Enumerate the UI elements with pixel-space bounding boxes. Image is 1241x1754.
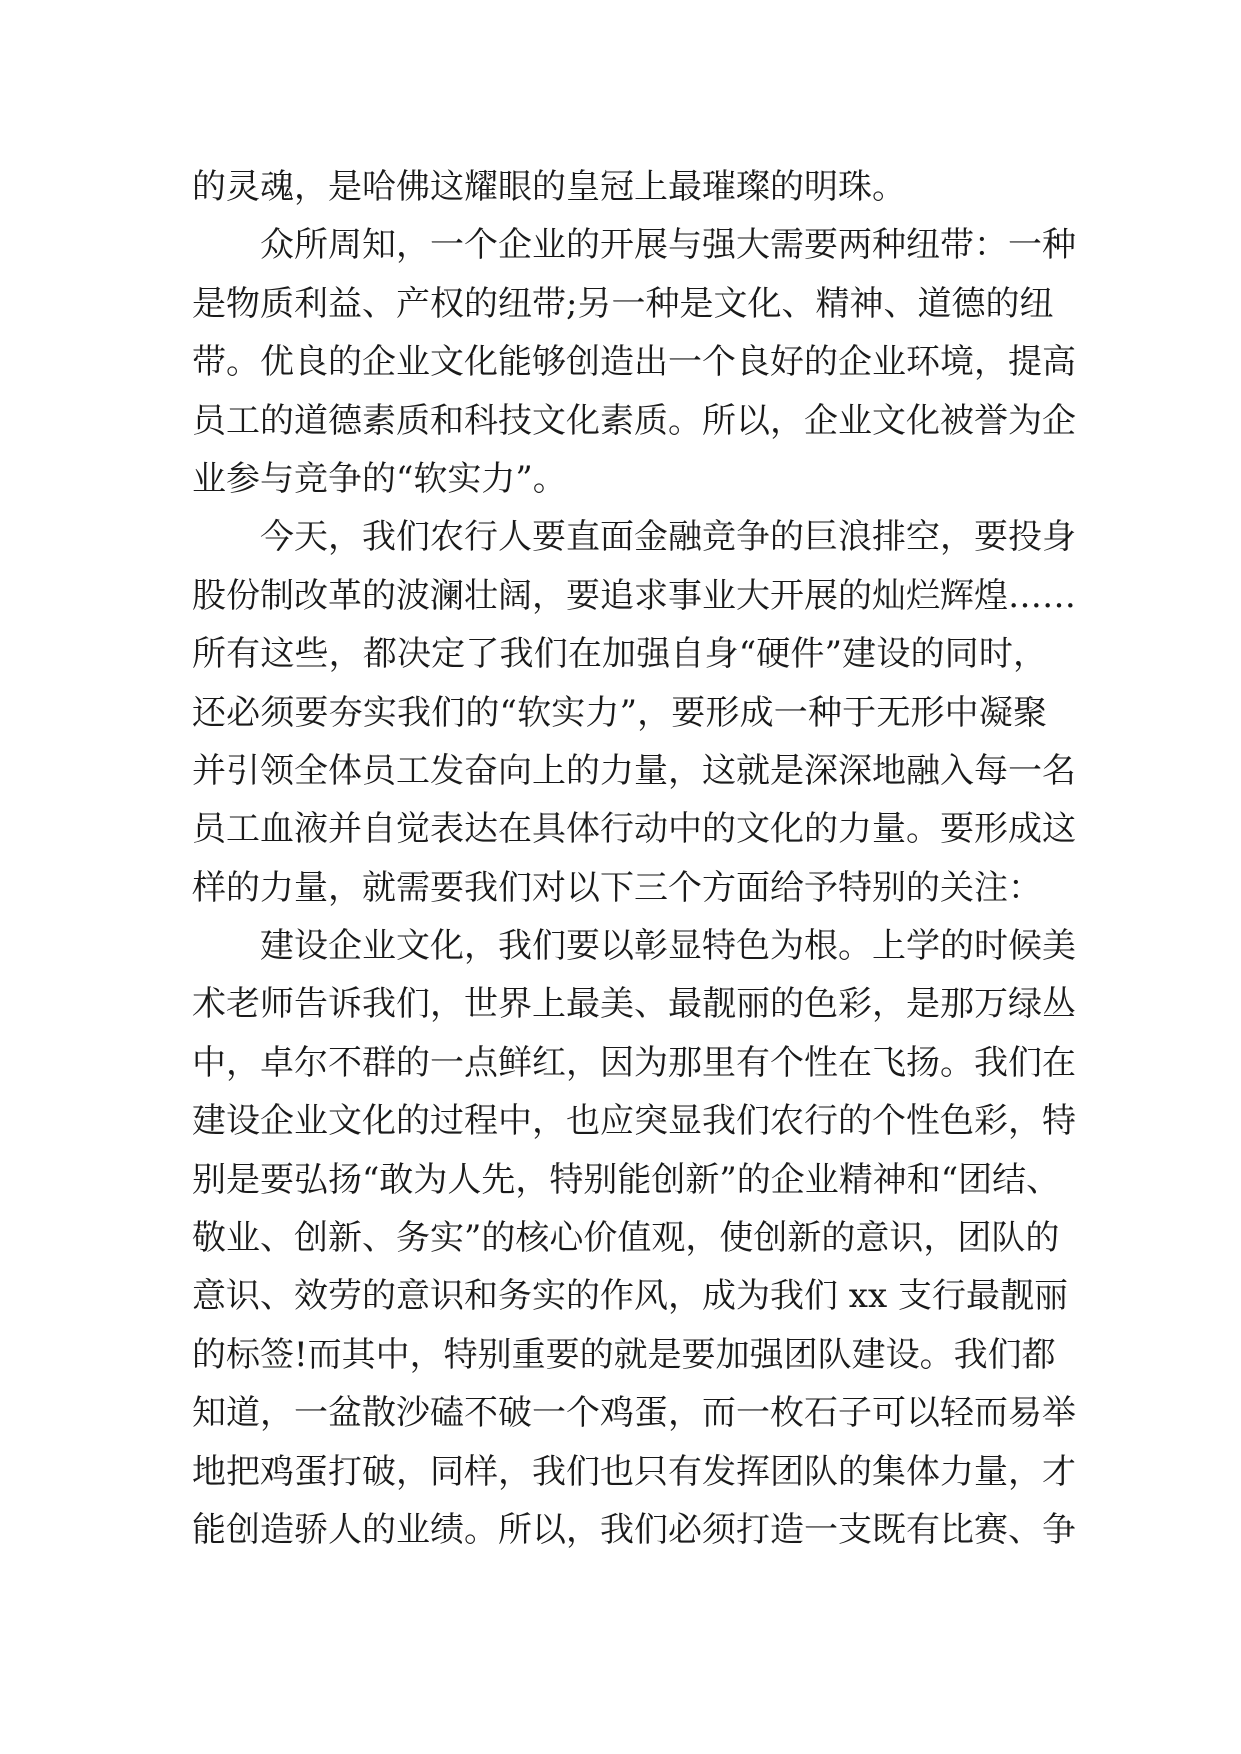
text-line: 知道，一盆散沙磕不破一个鸡蛋，而一枚石子可以轻而易举 [192,1393,1076,1434]
text-line: 意识、效劳的意识和务实的作风，成为我们 xx 支行最靓丽 [192,1276,1068,1317]
paragraph-start-line: 建设企业文化，我们要以彰显特色为根。上学的时候美 [260,926,1076,967]
text-line: 敬业、创新、务实”的核心价值观，使创新的意识，团队的 [192,1218,1060,1259]
text-line: 样的力量，就需要我们对以下三个方面给予特别的关注： [192,867,1042,908]
paragraph-start-line: 今天，我们农行人要直面金融竞争的巨浪排空，要投身 [260,517,1076,558]
text-line: 建设企业文化的过程中，也应突显我们农行的个性色彩，特 [192,1101,1076,1142]
text-line: 并引领全体员工发奋向上的力量，这就是深深地融入每一名 [192,750,1076,791]
text-line: 的灵魂，是哈佛这耀眼的皇冠上最璀璨的明珠。 [192,167,906,207]
text-line: 的标签!而其中，特别重要的就是要加强团队建设。我们都 [192,1334,1056,1375]
text-line: 还必须要夯实我们的“软实力”，要形成一种于无形中凝聚 [192,692,1047,733]
body-text [192,158,1076,1559]
text-line: 所有这些，都决定了我们在加强自身“硬件”建设的同时， [192,634,1047,675]
text-line: 股份制改革的波澜壮阔，要追求事业大开展的灿烂辉煌…… [192,575,1076,616]
text-line: 员工的道德素质和科技文化素质。所以，企业文化被誉为企 [192,400,1076,441]
text-line: 是物质利益、产权的纽带;另一种是文化、精神、道德的纽 [192,283,1054,324]
text-line: 术老师告诉我们，世界上最美、最靓丽的色彩，是那万绿丛 [192,984,1076,1025]
text-line: 员工血液并自觉表达在具体行动中的文化的力量。要形成这 [192,809,1076,850]
text-line: 别是要弘扬“敢为人先，特别能创新”的企业精神和“团结、 [192,1159,1061,1200]
text-line: 带。优良的企业文化能够创造出一个良好的企业环境，提高 [192,342,1076,383]
text-line: 地把鸡蛋打破，同样，我们也只有发挥团队的集体力量，才 [192,1451,1076,1492]
text-line: 中，卓尔不群的一点鲜红，因为那里有个性在飞扬。我们在 [192,1042,1076,1083]
text-line: 能创造骄人的业绩。所以，我们必须打造一支既有比赛、争 [192,1509,1076,1550]
paragraph-start-line: 众所周知，一个企业的开展与强大需要两种纽带：一种 [260,225,1076,266]
text-line: 业参与竞争的“软实力”。 [192,458,567,499]
